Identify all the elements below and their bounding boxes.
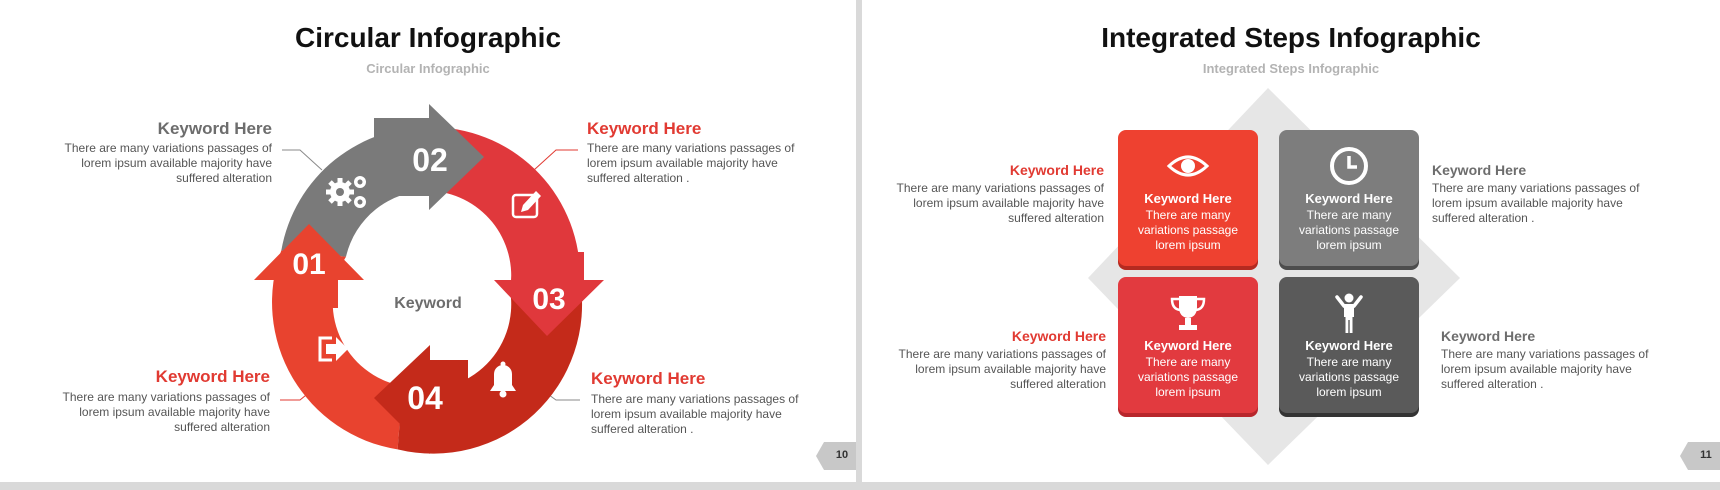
slide-title: Integrated Steps Infographic [1101,22,1481,53]
step-number-02: 02 [412,142,448,178]
callout-text-bottom-right: There are many variations passages of lorem ipsum available majority have suffered alteration . [1441,347,1649,391]
step-box-text: There are many variations passage lorem ipsum [1298,355,1400,399]
slide-title: Circular Infographic [294,22,562,53]
page-number: 10 [835,449,849,461]
step-box-2 [1279,130,1419,266]
trophy-icon [1168,293,1208,333]
step-number-03: 03 [532,283,566,316]
callout-heading-top-left: Keyword Here [1009,162,1104,178]
step-number-04: 04 [407,380,443,416]
eye-icon [1168,146,1208,186]
slide-circular-infographic [0,0,856,482]
callout-heading-top-left: Keyword Here [157,119,272,138]
connector-line [282,150,322,170]
slide-subtitle: Circular Infographic [366,61,490,76]
callout-heading-bottom-left: Keyword Here [155,367,270,386]
center-label: Keyword [394,295,462,312]
step-box-text: There are many variations passage lorem ipsum [1137,355,1239,399]
slide-integrated-steps [862,0,1720,482]
step-box-4 [1279,277,1419,413]
step-box-3 [1118,277,1258,413]
callout-heading-bottom-left: Keyword Here [1011,328,1106,344]
step-box-title: Keyword Here [1144,338,1232,353]
step-box-1 [1118,130,1258,266]
page-number: 11 [1700,449,1712,461]
person-icon [1329,293,1369,333]
callout-text-top-right: There are many variations passages of lorem ipsum available majority have suffered alteration . [1432,181,1640,225]
step-box-text: There are many variations passage lorem ipsum [1298,208,1400,252]
callout-text-bottom-right: There are many variations passages of lorem ipsum available majority have suffered alteration . [591,392,799,436]
connector-line [534,150,578,170]
page-number-badge [816,442,856,470]
callout-heading-bottom-right: Keyword Here [1441,328,1536,344]
step-box-title: Keyword Here [1144,191,1232,206]
slide-subtitle: Integrated Steps Infographic [1202,61,1380,76]
step-number-01: 01 [292,248,326,281]
step-box-title: Keyword Here [1305,191,1393,206]
page-number-badge [1680,442,1720,470]
step-box-title: Keyword Here [1305,338,1393,353]
callout-text-bottom-left: There are many variations passages of lorem ipsum available majority have suffered alteration [898,347,1106,391]
step-box-text: There are many variations passage lorem ipsum [1137,208,1239,252]
callout-text-bottom-left: There are many variations passages of lorem ipsum available majority have suffered alteration [62,390,270,434]
callout-heading-top-right: Keyword Here [1432,162,1527,178]
callout-heading-bottom-right: Keyword Here [591,369,706,388]
clock-icon [1329,146,1369,186]
callout-heading-top-right: Keyword Here [587,119,702,138]
callout-text-top-right: There are many variations passages of lorem ipsum available majority have suffered alteration . [587,141,795,185]
callout-text-top-left: There are many variations passages of lorem ipsum available majority have suffered alteration [896,181,1104,225]
callout-text-top-left: There are many variations passages of lorem ipsum available majority have suffered alteration [64,141,272,185]
